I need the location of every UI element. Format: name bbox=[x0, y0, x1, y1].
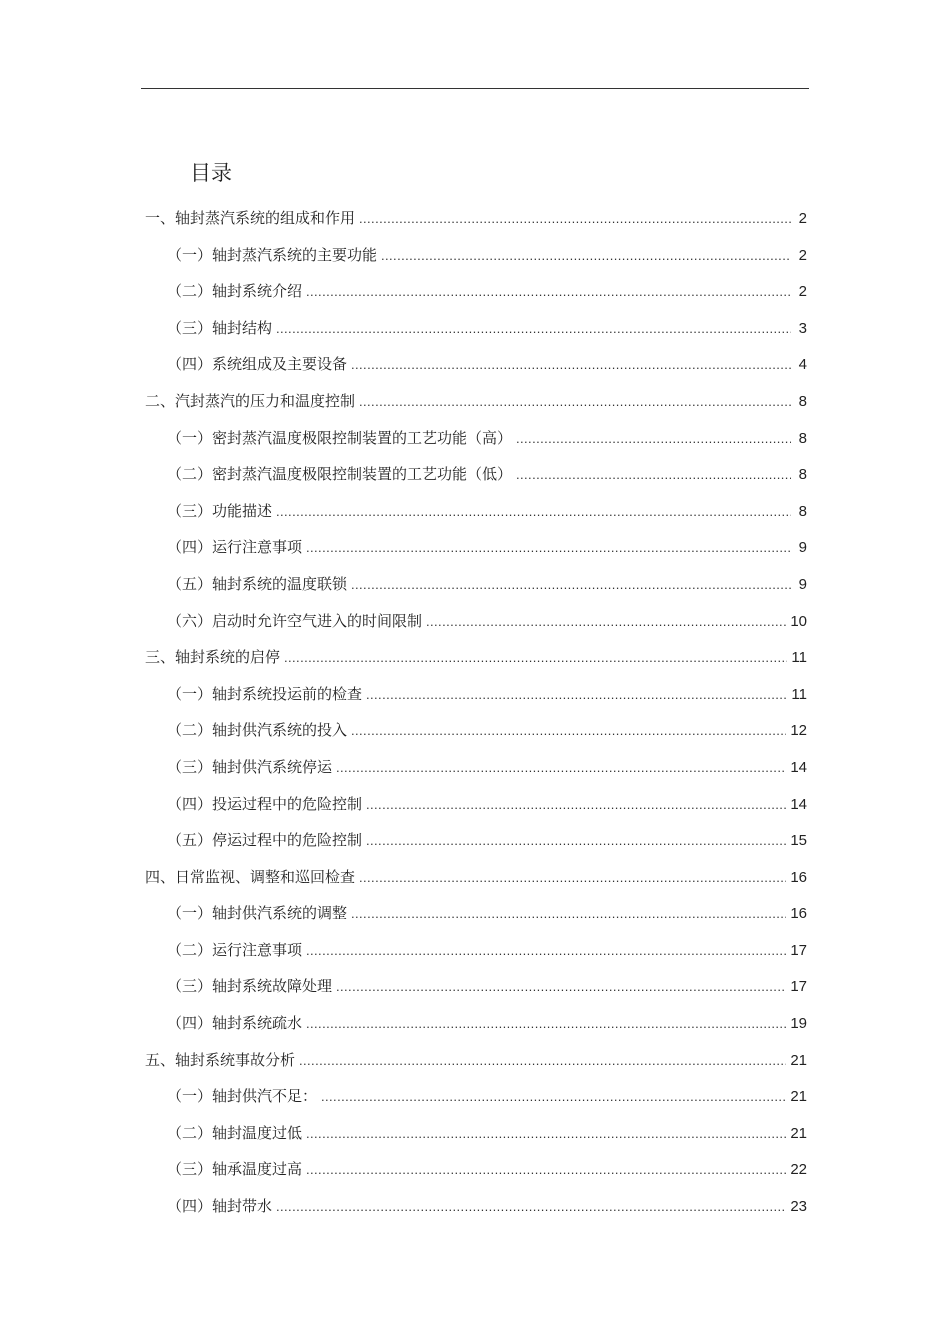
toc-dot-leader bbox=[359, 384, 791, 421]
toc-entry-page-number: 2 bbox=[798, 210, 807, 227]
toc-entry-label: （一）轴封蒸汽系统的主要功能 bbox=[167, 245, 378, 264]
toc-dot-leader bbox=[336, 969, 786, 1006]
toc-entry-page-number: 2 bbox=[798, 283, 807, 301]
toc-dot-leader bbox=[359, 201, 791, 238]
toc-entry[interactable] bbox=[145, 493, 807, 530]
toc-entry-label: 四、日常监视、调整和巡回检查 bbox=[145, 867, 356, 886]
toc-dot-leader bbox=[299, 1043, 786, 1080]
toc-entry-label: 一、轴封蒸汽系统的组成和作用 bbox=[145, 209, 356, 227]
toc-dot-leader bbox=[306, 1152, 786, 1189]
toc-entry[interactable] bbox=[145, 566, 807, 603]
toc-entry-page-number: 11 bbox=[791, 685, 807, 703]
toc-entry[interactable] bbox=[145, 420, 807, 457]
toc-entry-label: （四）轴封系统疏水 bbox=[167, 1014, 303, 1033]
toc-entry-label: （三）轴封结构 bbox=[167, 318, 273, 337]
toc-entry-label: 二、汽封蒸汽的压力和温度控制 bbox=[145, 391, 356, 410]
toc-entry-page-number: 10 bbox=[790, 612, 807, 630]
toc-entry-label: （二）轴封温度过低 bbox=[167, 1123, 303, 1142]
toc-entry[interactable] bbox=[145, 200, 807, 237]
toc-entry-label: （一）轴封系统投运前的检查 bbox=[167, 684, 363, 703]
toc-entry[interactable] bbox=[145, 968, 807, 1005]
toc-dot-leader bbox=[306, 1116, 786, 1153]
toc-entry[interactable] bbox=[145, 822, 807, 859]
toc-dot-leader bbox=[284, 640, 787, 677]
toc-entry-label: （二）轴封供汽系统的投入 bbox=[167, 721, 348, 740]
toc-entry-page-number: 16 bbox=[790, 868, 807, 886]
toc-entry-page-number: 14 bbox=[790, 758, 807, 776]
toc-entry-page-number: 9 bbox=[798, 539, 807, 557]
toc-dot-leader bbox=[381, 238, 791, 275]
toc-dot-leader bbox=[351, 347, 791, 384]
toc-entry-page-number: 15 bbox=[790, 832, 807, 850]
toc-entry-page-number: 21 bbox=[790, 1124, 807, 1142]
toc-dot-leader bbox=[306, 1006, 786, 1043]
table-of-contents bbox=[145, 200, 807, 1225]
toc-entry-page-number: 2 bbox=[798, 246, 807, 264]
toc-entry[interactable] bbox=[145, 1078, 807, 1115]
toc-entry-page-number: 21 bbox=[790, 1088, 807, 1106]
toc-entry[interactable] bbox=[145, 749, 807, 786]
toc-dot-leader bbox=[351, 896, 786, 933]
toc-dot-leader bbox=[351, 713, 786, 750]
toc-entry-label: （四）系统组成及主要设备 bbox=[167, 355, 348, 374]
toc-entry-label: （四）投运过程中的危险控制 bbox=[167, 794, 363, 813]
toc-dot-leader bbox=[321, 1079, 786, 1116]
toc-entry[interactable] bbox=[145, 786, 807, 823]
toc-entry-page-number: 4 bbox=[798, 356, 807, 374]
toc-entry-label: （四）运行注意事项 bbox=[167, 538, 303, 557]
toc-entry-page-number: 23 bbox=[790, 1198, 807, 1216]
toc-entry[interactable] bbox=[145, 273, 807, 310]
toc-entry-page-number: 14 bbox=[790, 795, 807, 813]
toc-entry[interactable] bbox=[145, 1005, 807, 1042]
toc-entry[interactable] bbox=[145, 1151, 807, 1188]
toc-dot-leader bbox=[366, 787, 786, 824]
toc-dot-leader bbox=[276, 311, 791, 348]
toc-entry-label: （五）轴封系统的温度联锁 bbox=[167, 574, 348, 593]
toc-entry-label: （四）轴封带水 bbox=[167, 1197, 273, 1216]
toc-entry[interactable] bbox=[145, 639, 807, 676]
toc-entry-page-number: 22 bbox=[790, 1161, 807, 1179]
toc-entry-label: （一）密封蒸汽温度极限控制装置的工艺功能（高） bbox=[167, 428, 513, 447]
toc-entry[interactable] bbox=[145, 1115, 807, 1152]
toc-entry-page-number: 8 bbox=[798, 502, 807, 520]
toc-entry-page-number: 8 bbox=[798, 429, 807, 447]
toc-entry-page-number: 17 bbox=[790, 978, 807, 996]
toc-entry-label: （三）轴封系统故障处理 bbox=[167, 977, 333, 996]
toc-dot-leader bbox=[516, 421, 791, 458]
toc-dot-leader bbox=[336, 750, 786, 787]
toc-entry-page-number: 8 bbox=[798, 466, 807, 484]
toc-entry[interactable] bbox=[145, 932, 807, 969]
toc-entry-label: （一）轴封供汽系统的调整 bbox=[167, 904, 348, 923]
toc-entry-label: （一）轴封供汽不足： bbox=[167, 1087, 318, 1106]
toc-dot-leader bbox=[366, 823, 786, 860]
toc-dot-leader bbox=[366, 677, 787, 714]
toc-entry-label: （三）轴承温度过高 bbox=[167, 1160, 303, 1179]
toc-dot-leader bbox=[351, 567, 791, 604]
toc-entry-label: （三）功能描述 bbox=[167, 501, 273, 520]
toc-dot-leader bbox=[359, 860, 786, 897]
toc-entry[interactable] bbox=[145, 1042, 807, 1079]
toc-entry[interactable] bbox=[145, 859, 807, 896]
toc-entry-page-number: 19 bbox=[790, 1015, 807, 1033]
page-title: 目录 bbox=[190, 161, 232, 185]
header-rule bbox=[141, 88, 809, 89]
toc-dot-leader bbox=[306, 530, 791, 567]
toc-entry-label: 五、轴封系统事故分析 bbox=[145, 1050, 296, 1069]
toc-entry[interactable] bbox=[145, 712, 807, 749]
toc-entry-label: （二）运行注意事项 bbox=[167, 940, 303, 959]
toc-entry-page-number: 11 bbox=[791, 649, 807, 667]
toc-dot-leader bbox=[516, 457, 791, 494]
toc-entry[interactable] bbox=[145, 310, 807, 347]
toc-entry[interactable] bbox=[145, 383, 807, 420]
toc-dot-leader bbox=[276, 494, 791, 531]
toc-entry[interactable] bbox=[145, 1188, 807, 1225]
toc-entry-page-number: 21 bbox=[790, 1051, 807, 1069]
toc-entry[interactable] bbox=[145, 456, 807, 493]
toc-entry-label: （二）轴封系统介绍 bbox=[167, 282, 303, 301]
toc-entry-page-number: 12 bbox=[790, 722, 807, 740]
toc-entry[interactable] bbox=[145, 237, 807, 274]
toc-entry-page-number: 17 bbox=[790, 941, 807, 959]
toc-entry[interactable] bbox=[145, 895, 807, 932]
toc-dot-leader bbox=[276, 1189, 786, 1226]
toc-dot-leader bbox=[426, 604, 786, 641]
toc-entry[interactable] bbox=[145, 603, 807, 640]
toc-entry[interactable] bbox=[145, 676, 807, 713]
toc-entry-label: 三、轴封系统的启停 bbox=[145, 648, 281, 667]
toc-entry-page-number: 16 bbox=[790, 905, 807, 923]
toc-entry-label: （二）密封蒸汽温度极限控制装置的工艺功能（低） bbox=[167, 465, 513, 484]
toc-entry[interactable] bbox=[145, 346, 807, 383]
toc-entry-page-number: 3 bbox=[798, 319, 807, 337]
toc-dot-leader bbox=[306, 274, 791, 311]
toc-entry-label: （六）启动时允许空气进入的时间限制 bbox=[167, 611, 423, 630]
toc-entry[interactable] bbox=[145, 529, 807, 566]
toc-entry-label: （三）轴封供汽系统停运 bbox=[167, 757, 333, 776]
toc-dot-leader bbox=[306, 933, 786, 970]
toc-entry-label: （五）停运过程中的危险控制 bbox=[167, 831, 363, 850]
toc-entry-page-number: 9 bbox=[798, 575, 807, 593]
toc-entry-page-number: 8 bbox=[798, 392, 807, 410]
